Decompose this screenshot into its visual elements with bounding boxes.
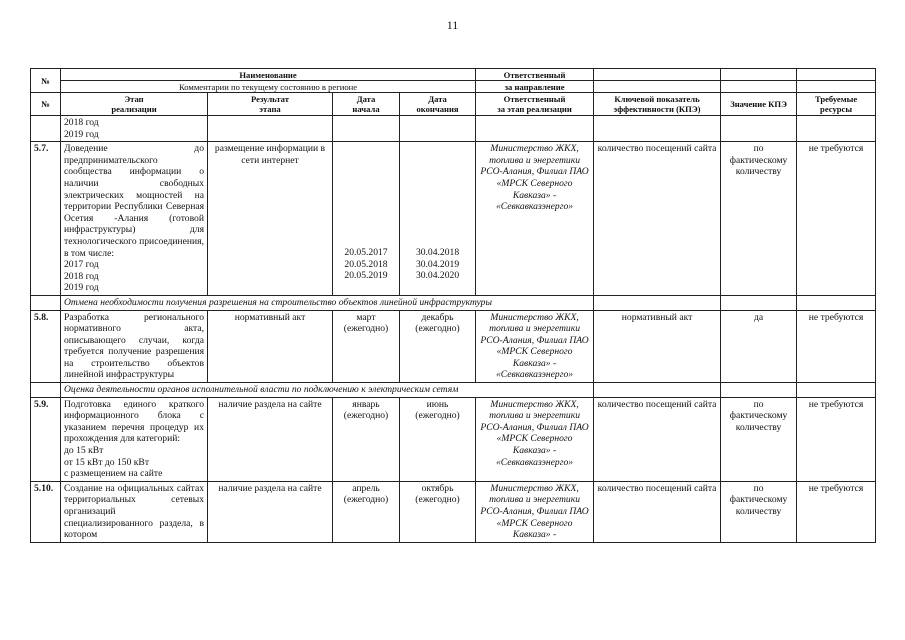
cell-empty: [721, 295, 797, 310]
cell-result: размещение информации в сети интернет: [208, 142, 333, 296]
cell-empty: [797, 383, 876, 398]
header-end: Дата окончания: [400, 93, 476, 116]
cell-num: [31, 116, 61, 142]
cell-empty: [721, 383, 797, 398]
cell-stage: [61, 142, 208, 296]
cell-resources: не требуются: [797, 481, 876, 542]
stage-categories: до 15 кВт от 15 кВт до 150 кВт с размещением на сайте: [64, 445, 163, 480]
header-responsible-top: Ответственный: [476, 69, 594, 81]
header-resources: Требуемые ресурсы: [797, 93, 876, 116]
stage-text: Подготовка единого краткого информационного блока с указанием перечня процедур их прохождения для категорий:: [64, 398, 204, 445]
row-number: 5.9.: [31, 397, 61, 481]
cell-empty: [208, 116, 333, 142]
cell-empty: [721, 116, 797, 142]
table-row-note: [31, 295, 876, 310]
header-row-columns: [31, 93, 876, 116]
header-start: Дата начала: [333, 93, 400, 116]
cell-start: март (ежегодно): [333, 310, 400, 383]
cell-empty: [797, 116, 876, 142]
cell-result: нормативный акт: [208, 310, 333, 383]
table-row-note: [31, 383, 876, 398]
stage-years: 2017 год 2018 год 2019 год: [64, 259, 99, 294]
table-row: [31, 310, 876, 383]
header-empty-2: [721, 69, 797, 81]
cell-kpi-value: по фактическому количеству: [721, 142, 797, 296]
header-row-comment: [31, 81, 876, 93]
cell-empty: [594, 116, 721, 142]
stage-text: Доведение до предпринимательского сообщества информации о наличии свободных электрических мощностей на территории Республики Северная Осетия -Алания (готовой инфраструктуры) для технологического присоединения, в том числе:: [64, 143, 204, 259]
table-row: [31, 142, 876, 296]
header-num-2: №: [31, 93, 61, 116]
cell-kpi-value: да: [721, 310, 797, 383]
row-number: 5.7.: [31, 142, 61, 296]
cell-kpi: количество посещений сайта: [594, 481, 721, 542]
cell-num: [31, 383, 61, 398]
cell-start: [333, 142, 400, 296]
spacer: [336, 143, 396, 247]
table-row: [31, 397, 876, 481]
cell-end: [400, 142, 476, 296]
cell-stage: [61, 397, 208, 481]
cell-kpi: количество посещений сайта: [594, 142, 721, 296]
cell-empty: [797, 295, 876, 310]
end-dates: 30.04.2018 30.04.2019 30.04.2020: [415, 247, 460, 282]
cell-num: [31, 295, 61, 310]
cell-empty: [476, 116, 594, 142]
start-dates: 20.05.2017 20.05.2018 20.05.2019: [344, 247, 388, 282]
cell-end: декабрь (ежегодно): [400, 310, 476, 383]
cell-start: апрель (ежегодно): [333, 481, 400, 542]
header-empty-3: [797, 69, 876, 81]
header-empty-6: [797, 81, 876, 93]
header-responsible-stage: Ответственный за этап реализации: [476, 93, 594, 116]
header-row-top: [31, 69, 876, 81]
table-row: [31, 481, 876, 542]
header-name: Наименование: [61, 69, 476, 81]
header-num: №: [31, 69, 61, 93]
cell-empty: [594, 295, 721, 310]
header-result: Результат этапа: [208, 93, 333, 116]
cell-responsible: Министерство ЖКХ, топлива и энергетики РСО-Алания, Филиал ПАО «МРСК Северного Кавказа» - «Севкавказэнерго»: [476, 310, 594, 383]
row-number: 5.10.: [31, 481, 61, 542]
cell-resources: не требуются: [797, 397, 876, 481]
spacer: [403, 143, 472, 247]
header-kpi-value: Значение КПЭ: [721, 93, 797, 116]
table-row-continuation: [31, 116, 876, 142]
cell-kpi-value: по фактическому количеству: [721, 397, 797, 481]
header-kpi: Ключевой показатель эффективности (КПЭ): [594, 93, 721, 116]
cell-kpi: нормативный акт: [594, 310, 721, 383]
cell-result: наличие раздела на сайте: [208, 397, 333, 481]
cell-responsible: Министерство ЖКХ, топлива и энергетики РСО-Алания, Филиал ПАО «МРСК Северного Кавказа» - «Севкавказэнерго»: [476, 142, 594, 296]
cell-stage: Создание на официальных сайтах территориальных сетевых организаций специализированного раздела, в котором: [61, 481, 208, 542]
cell-resources: не требуются: [797, 142, 876, 296]
row-number: 5.8.: [31, 310, 61, 383]
cell-end: октябрь (ежегодно): [400, 481, 476, 542]
cell-start: январь (ежегодно): [333, 397, 400, 481]
action-plan-table: [30, 68, 876, 543]
header-stage: Этап реализации: [61, 93, 208, 116]
header-empty-1: [594, 69, 721, 81]
cell-end: июнь (ежегодно): [400, 397, 476, 481]
header-responsible-direction: за направление: [476, 81, 594, 93]
cell-empty: [333, 116, 400, 142]
cell-note: Отмена необходимости получения разрешения на строительство объектов линейной инфраструктуры: [61, 295, 594, 310]
cell-result: наличие раздела на сайте: [208, 481, 333, 542]
cell-responsible: Министерство ЖКХ, топлива и энергетики РСО-Алания, Филиал ПАО «МРСК Северного Кавказа» - «Севкавказэнерго»: [476, 397, 594, 481]
cell-empty: [594, 383, 721, 398]
cell-kpi-value: по фактическому количеству: [721, 481, 797, 542]
cell-empty: [400, 116, 476, 142]
header-empty-4: [594, 81, 721, 93]
cell-resources: не требуются: [797, 310, 876, 383]
cell-stage: 2018 год 2019 год: [61, 116, 208, 142]
cell-kpi: количество посещений сайта: [594, 397, 721, 481]
page-number: 11: [446, 18, 459, 32]
cell-note: Оценка деятельности органов исполнительной власти по подключению к электрическим сетям: [61, 383, 594, 398]
cell-responsible: Министерство ЖКХ, топлива и энергетики РСО-Алания, Филиал ПАО «МРСК Северного Кавказа» -: [476, 481, 594, 542]
header-comment: Комментарии по текущему состоянию в регионе: [61, 81, 476, 93]
header-empty-5: [721, 81, 797, 93]
cell-stage: Разработка регионального нормативного акта, описывающего случаи, когда требуется получение разрешения на строительство объектов линейной инфраструктуры: [61, 310, 208, 383]
